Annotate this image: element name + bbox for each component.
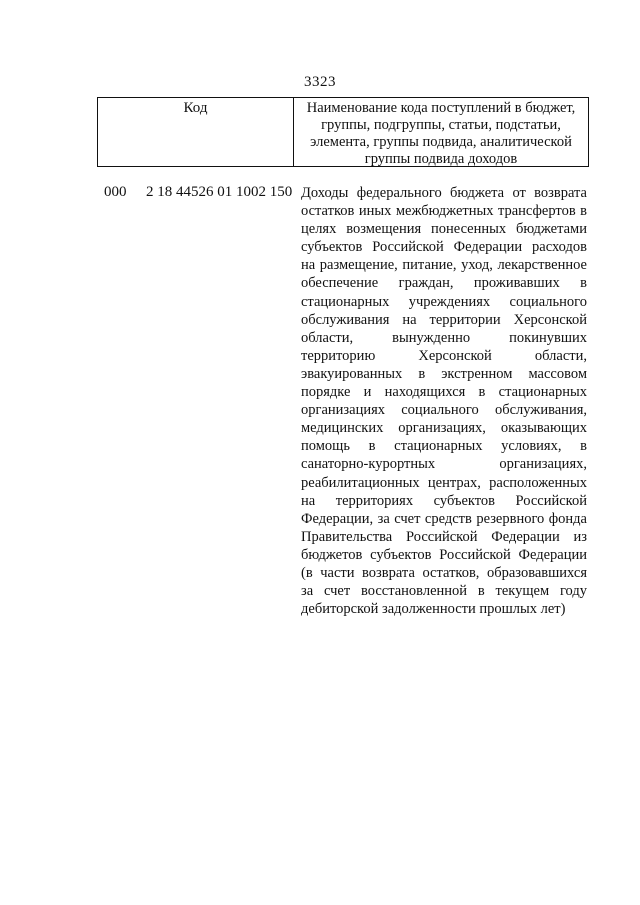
description-line: целях возмещения понесенных бюджетами (301, 221, 587, 238)
description-line: Федерации, за счет средств резервного фонда (301, 510, 587, 527)
header-name-line: группы подвида доходов (364, 151, 518, 167)
table-header (97, 97, 589, 167)
description-line: Правительства Российской Федерации из (301, 528, 587, 545)
description-line: стационарных учреждениях социального (301, 293, 587, 310)
description-line: бюджетов субъектов Российской Федерации (301, 546, 587, 563)
header-name-line: группы, подгруппы, статьи, подстатьи, (321, 117, 561, 133)
budget-classification-code: 2 18 44526 01 1002 150 (146, 184, 293, 200)
description-line: порядке и находящихся в стационарных (301, 384, 587, 401)
description-line: за счет восстановленной в текущем году (301, 583, 587, 600)
description-line: организациях социального обслуживания, (301, 402, 587, 419)
page-number: 3323 (304, 74, 336, 90)
description-line: Доходы федерального бюджета от возврата (301, 185, 587, 201)
description-line: помощь в стационарных условиях, в (301, 438, 587, 455)
description-line: территорию Херсонской области, (301, 347, 587, 364)
description-line: эвакуированных в экстренном массовом (301, 365, 587, 382)
description-line: санаторно-курортных организациях, (301, 456, 587, 473)
description-line: области, вынужденно покинувших (301, 329, 587, 346)
description-line: на размещение, питание, уход, лекарственное (301, 257, 587, 274)
header-name-line: Наименование кода поступлений в бюджет, (306, 100, 576, 116)
header-code-cell: Код (98, 98, 294, 166)
description-line: субъектов Российской Федерации расходов (301, 239, 587, 256)
description-line: (в части возврата остатков, образовавшихся (301, 564, 587, 581)
admin-code: 000 (104, 184, 127, 200)
income-description (301, 184, 587, 618)
description-line: реабилитационных центрах, расположенных (301, 474, 587, 491)
description-line: медицинских организациях, оказывающих (301, 420, 587, 437)
description-line: остатков иных межбюджетных трансфертов в (301, 203, 587, 220)
header-name-line: элемента, группы подвида, аналитической (310, 134, 572, 150)
header-name-cell (294, 98, 588, 166)
description-line: обеспечение граждан, проживавших в (301, 275, 587, 292)
description-line: обслуживания на территории Херсонской (301, 311, 587, 328)
description-line: дебиторской задолженности прошлых лет) (301, 601, 566, 618)
description-line: на территориях субъектов Российской (301, 492, 587, 509)
